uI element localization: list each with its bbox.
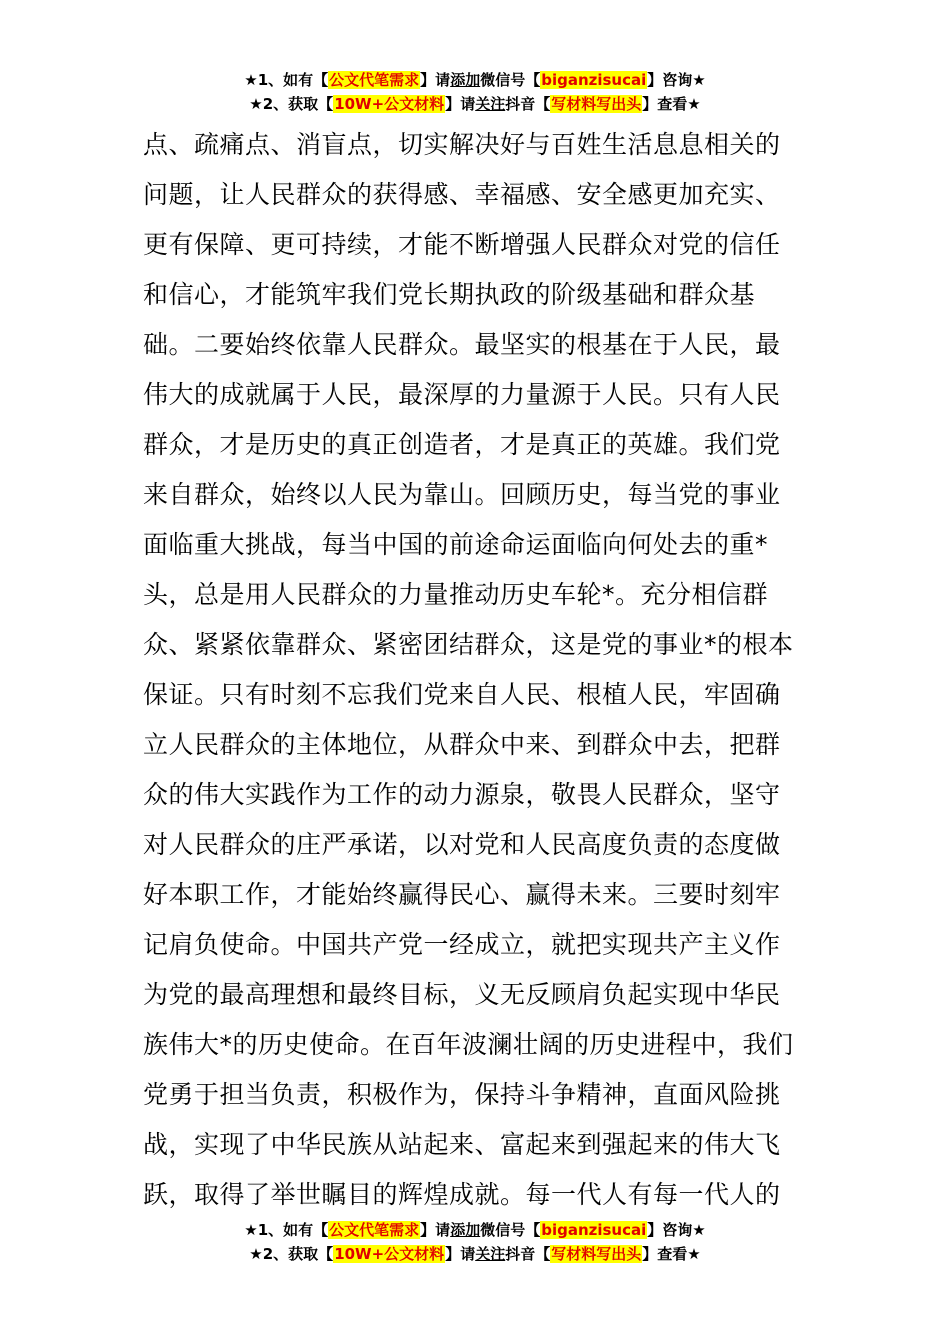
text-line: 面临重大挑战，每当中国的前途命运面临向何处去的重* [143,530,769,559]
banner-line-1 [0,1218,950,1242]
text-line: 众的伟大实践作为工作的动力源泉，敬畏人民群众，坚守 [143,780,781,809]
text-line: 战，实现了中华民族从站起来、富起来到强起来的伟大飞 [143,1130,781,1159]
banner-text: 】请 [445,95,476,113]
banner-text: ★1、如有【 [244,71,329,89]
banner-text: 】咨询★ [647,1221,706,1239]
banner-line-1 [0,68,950,92]
banner-text: ★2、获取【 [249,1245,334,1263]
text-line: 头，总是用人民群众的力量推动历史车轮*。充分相信群 [143,580,769,609]
banner-text: 抖音【 [505,95,551,113]
text-line: 群众，才是历史的真正创造者，才是真正的英雄。我们党 [143,430,781,459]
text-line: 问题，让人民群众的获得感、幸福感、安全感更加充实、 [143,180,781,209]
highlight-wechat-id: biganzisucai [541,71,647,89]
underlined-text: 添加 [450,1221,481,1239]
footer-banner [0,1218,950,1266]
highlight-materials: 10W+公文材料 [334,95,445,113]
text-line: 众、紧紧依靠群众、紧密团结群众，这是党的事业*的根本 [143,630,794,659]
text-line: 党勇于担当负责，积极作为，保持斗争精神，直面风险挑 [143,1080,781,1109]
banner-text: ★1、如有【 [244,1221,329,1239]
banner-text: 】查看★ [642,95,701,113]
banner-text: 】查看★ [642,1245,701,1263]
text-line: 族伟大*的历史使命。在百年波澜壮阔的历史进程中，我们 [143,1030,794,1059]
banner-text: 微信号【 [480,1221,541,1239]
text-line: 来自群众，始终以人民为靠山。回顾历史，每当党的事业 [143,480,781,509]
underlined-text: 添加 [450,71,481,89]
banner-text: ★2、获取【 [249,95,334,113]
underlined-text: 关注 [475,95,506,113]
text-line: 跃，取得了举世瞩目的辉煌成就。每一代人有每一代人的 [143,1180,781,1209]
highlight-wechat-id: biganzisucai [541,1221,647,1239]
header-banner [0,68,950,116]
text-line: 好本职工作，才能始终赢得民心、赢得未来。三要时刻牢 [143,880,781,909]
text-line: 点、疏痛点、消盲点，切实解决好与百姓生活息息相关的 [143,130,781,159]
highlight-service: 公文代笔需求 [329,1221,420,1239]
text-line: 础。二要始终依靠人民群众。最坚实的根基在于人民，最 [143,330,781,359]
banner-line-2 [0,92,950,116]
banner-text: 】请 [445,1245,476,1263]
text-line: 伟大的成就属于人民，最深厚的力量源于人民。只有人民 [143,380,781,409]
text-line: 和信心，才能筑牢我们党长期执政的阶级基础和群众基 [143,280,756,309]
highlight-materials: 10W+公文材料 [334,1245,445,1263]
underlined-text: 关注 [475,1245,506,1263]
highlight-douyin-account: 写材料写出头 [551,95,642,113]
text-line: 对人民群众的庄严承诺，以对党和人民高度负责的态度做 [143,830,781,859]
highlight-douyin-account: 写材料写出头 [551,1245,642,1263]
banner-text: 微信号【 [480,71,541,89]
highlight-service: 公文代笔需求 [329,71,420,89]
text-line: 为党的最高理想和最终目标，义无反顾肩负起实现中华民 [143,980,781,1009]
text-line: 更有保障、更可持续，才能不断增强人民群众对党的信任 [143,230,781,259]
banner-text: 】咨询★ [647,71,706,89]
banner-text: 】请 [420,71,451,89]
text-line: 立人民群众的主体地位，从群众中来、到群众中去，把群 [143,730,781,759]
banner-text: 抖音【 [505,1245,551,1263]
text-line: 保证。只有时刻不忘我们党来自人民、根植人民，牢固确 [143,680,781,709]
banner-text: 】请 [420,1221,451,1239]
document-body [143,120,811,1220]
banner-line-2 [0,1242,950,1266]
text-line: 记肩负使命。中国共产党一经成立，就把实现共产主义作 [143,930,781,959]
